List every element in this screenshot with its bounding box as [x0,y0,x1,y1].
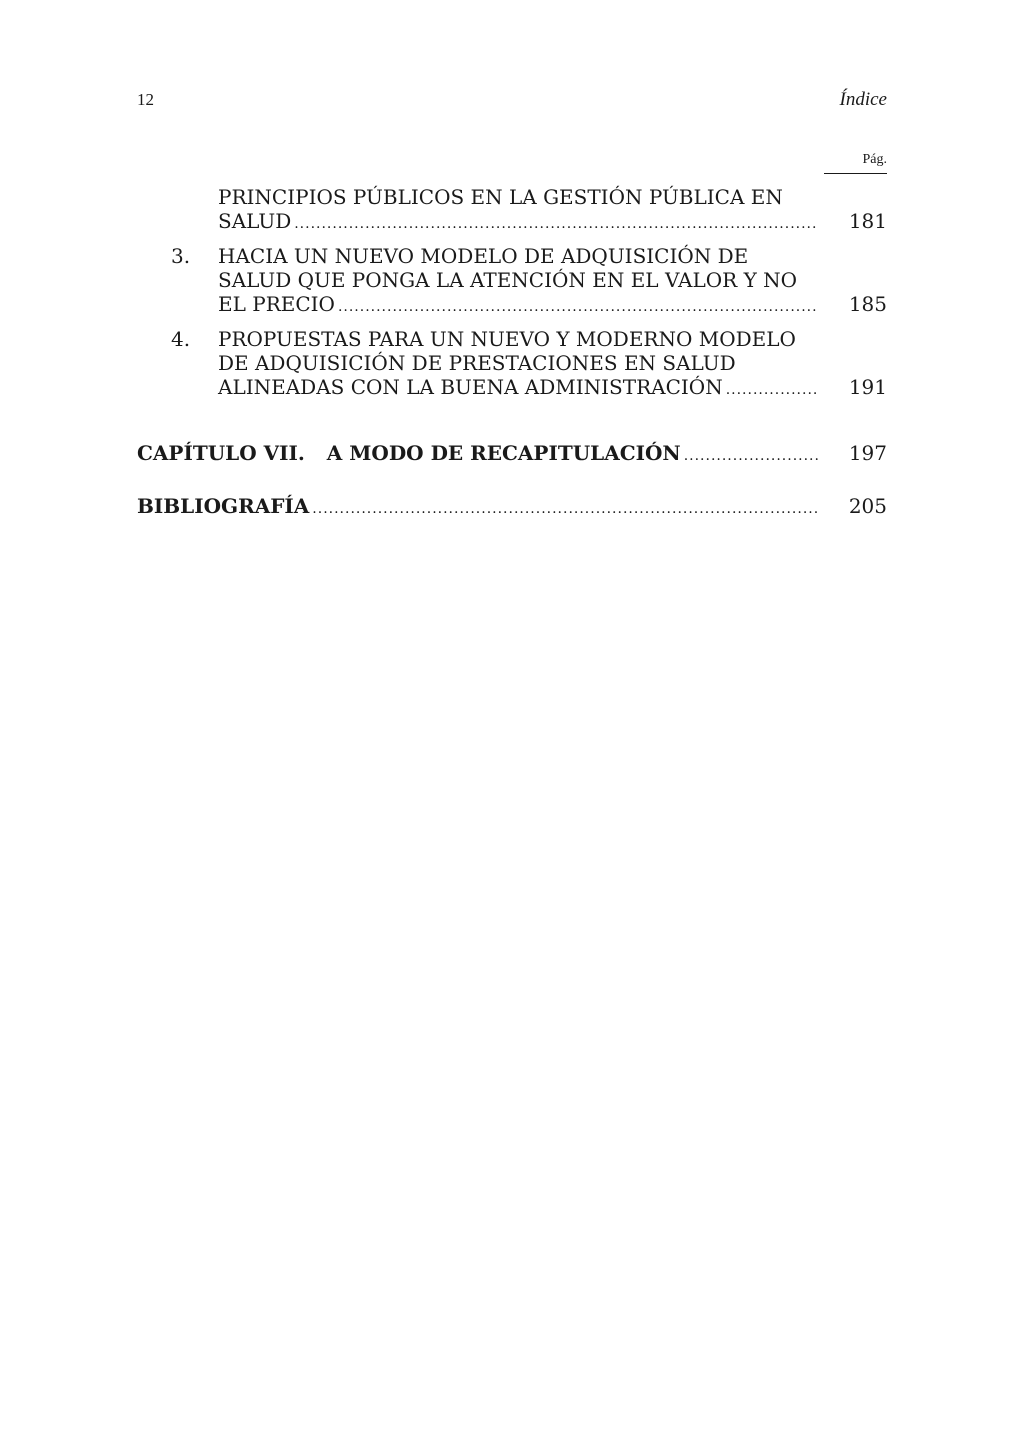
page-number: 12 [137,90,154,109]
toc-entry-line: ALINEADAS CON LA BUENA ADMINISTRACIÓN [218,375,723,399]
chapter-label: BIBLIOGRAFÍA [137,494,310,518]
dot-leader [312,497,818,521]
toc-entry-line: SALUD [218,209,292,233]
toc-entry-title [218,327,818,402]
page-column-rule [824,173,887,174]
toc-entry-page: 191 [848,375,887,399]
toc-entry-line: DE ADQUISICIÓN DE PRESTACIONES EN SALUD [218,351,736,375]
chapter-title: A MODO DE RECAPITULACIÓN [326,441,681,465]
toc-chapter[interactable] [137,494,818,521]
page-column-label: Pág. [862,152,887,167]
toc-chapter-page: 197 [848,441,887,465]
dot-leader [726,378,818,402]
toc-entry-title [218,185,818,236]
toc-entry-line: PROPUESTAS PARA UN NUEVO Y MODERNO MODELO [218,327,796,351]
dot-leader [338,295,818,319]
toc-entry-number: 3. [171,244,191,268]
toc-chapter-page: 205 [848,494,887,518]
toc-entry-line: EL PRECIO [218,292,335,316]
toc-chapter[interactable] [137,441,818,468]
toc-entry-line: SALUD QUE PONGA LA ATENCIÓN EN EL VALOR Y NO [218,268,798,292]
toc-entry-line: PRINCIPIOS PÚBLICOS EN LA GESTIÓN PÚBLICA EN [218,185,783,209]
running-head: Índice [839,89,887,110]
toc-entry-line: HACIA UN NUEVO MODELO DE ADQUISICIÓN DE [218,244,749,268]
toc-entry-title [218,244,818,319]
chapter-label: CAPÍTULO VII. [137,441,305,465]
toc-entry-number: 4. [171,327,191,351]
toc-entry-page: 185 [848,292,887,316]
toc-entry-page: 181 [848,209,887,233]
dot-leader [294,212,818,236]
dot-leader [684,444,818,468]
